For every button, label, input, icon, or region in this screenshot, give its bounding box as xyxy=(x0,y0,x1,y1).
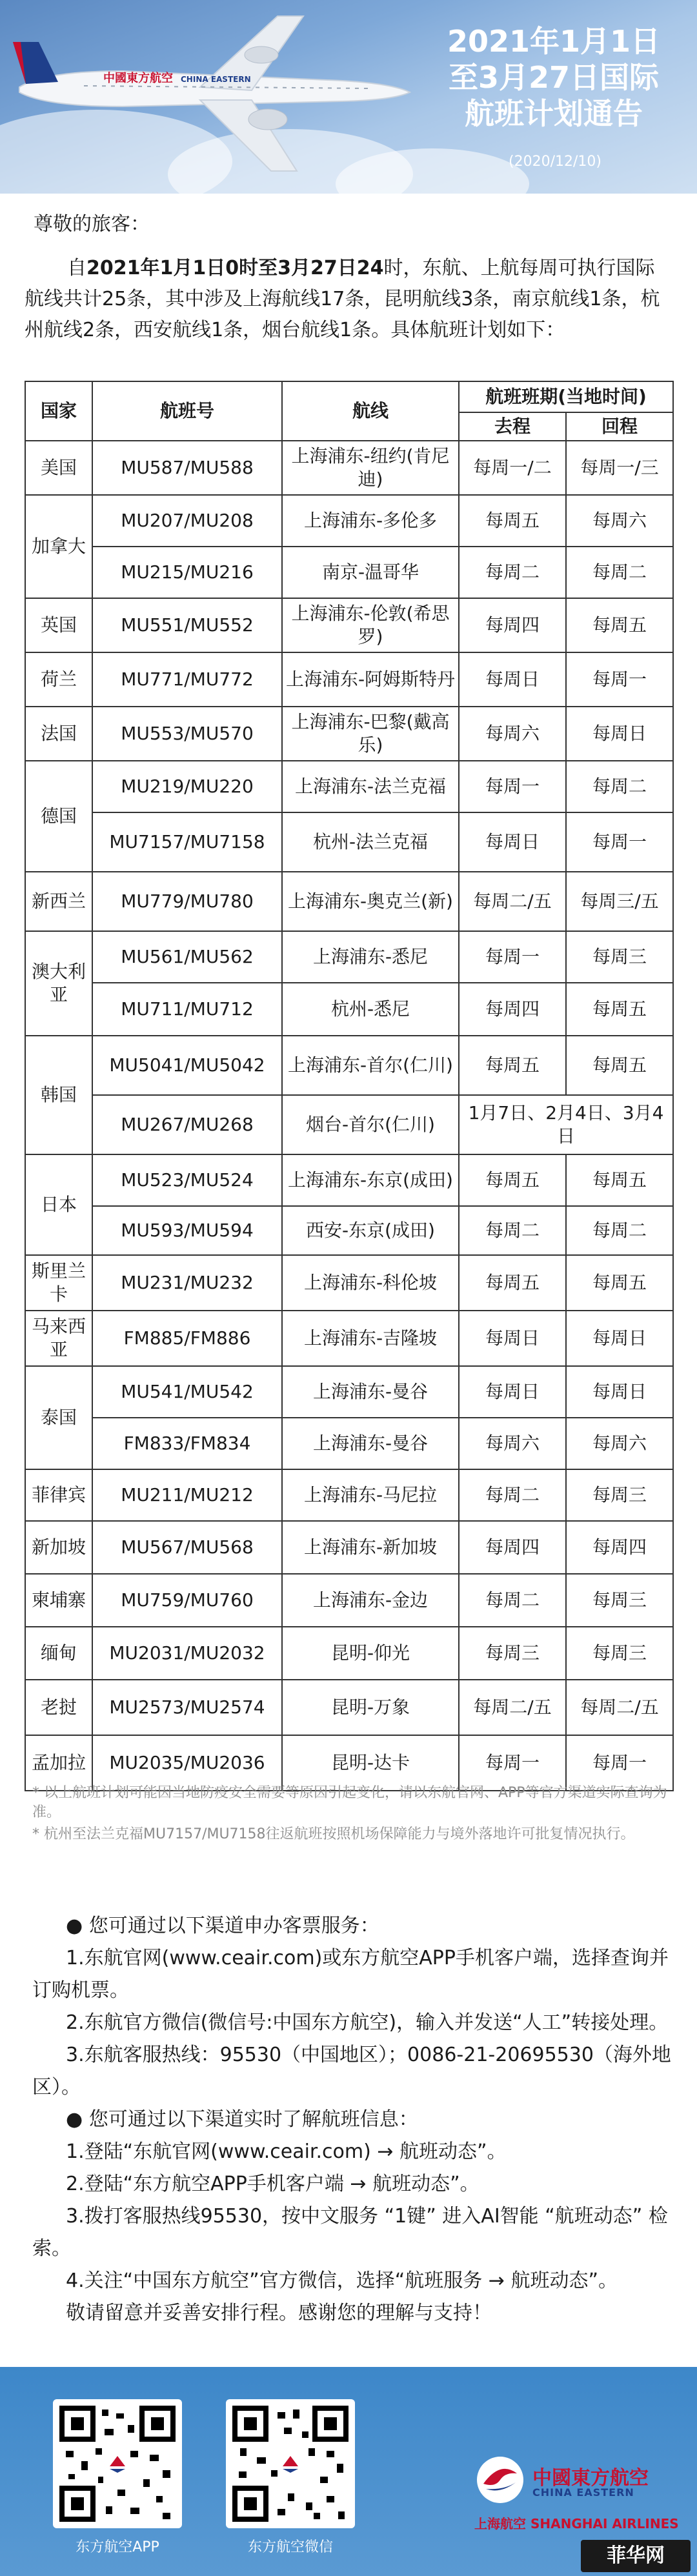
table-row xyxy=(25,1469,673,1521)
return-cell: 每周二 xyxy=(566,761,673,812)
route-cell: 上海浦东-吉隆坡 xyxy=(282,1311,459,1366)
country-cell: 老挝 xyxy=(25,1680,92,1735)
route-cell: 上海浦东-悉尼 xyxy=(282,931,459,983)
route-cell: 昆明-万象 xyxy=(282,1680,459,1735)
outbound-cell: 每周日 xyxy=(459,1311,566,1366)
outbound-cell: 每周五 xyxy=(459,1255,566,1311)
footnote-1: * 以上航班计划可能因当地防疫安全需要等原因引起变化，请以东航官网、APP等官方渠道实际查询为准。 xyxy=(32,1785,667,1820)
country-cell: 澳大利亚 xyxy=(25,931,92,1036)
route-cell: 上海浦东-法兰克福 xyxy=(282,761,459,812)
return-cell: 每周日 xyxy=(566,1366,673,1418)
booking-item-1: 1.东航官网(www.ceair.com)或东方航空APP手机客户端，选择查询并订购机票。 xyxy=(32,1947,669,2002)
return-cell: 每周三 xyxy=(566,931,673,983)
return-cell: 每周五 xyxy=(566,1154,673,1206)
route-cell: 杭州-法兰克福 xyxy=(282,812,459,872)
route-cell: 上海浦东-曼谷 xyxy=(282,1366,459,1418)
route-cell: 上海浦东-科伦坡 xyxy=(282,1255,459,1311)
plane-logo-en: CHINA EASTERN xyxy=(181,75,251,84)
route-cell: 杭州-悉尼 xyxy=(282,983,459,1036)
footnotes xyxy=(32,1784,671,1847)
route-cell: 上海浦东-东京(成田) xyxy=(282,1154,459,1206)
return-cell: 每周四 xyxy=(566,1521,673,1574)
country-cell: 日本 xyxy=(25,1154,92,1255)
table-row xyxy=(25,1095,673,1154)
flight-schedule-table xyxy=(25,381,674,1791)
greeting: 尊敬的旅客： xyxy=(34,213,150,236)
table-row xyxy=(25,1311,673,1366)
outbound-cell: 每周日 xyxy=(459,652,566,707)
flightinfo-item-2: 2.登陆“东方航空APP手机客户端 → 航班动态”。 xyxy=(66,2173,480,2195)
route-cell: 昆明-仰光 xyxy=(282,1627,459,1680)
airplane-image xyxy=(6,10,419,177)
table-row xyxy=(25,1574,673,1627)
outbound-cell: 每周四 xyxy=(459,1521,566,1574)
outbound-cell: 每周一 xyxy=(459,931,566,983)
header-route: 航线 xyxy=(282,381,459,441)
outbound-cell: 每周日 xyxy=(459,812,566,872)
logo-chinese: 中國東方航空 xyxy=(532,2467,649,2490)
table-row xyxy=(25,1521,673,1574)
flight-cell: MU541/MU542 xyxy=(92,1366,282,1418)
country-cell: 缅甸 xyxy=(25,1627,92,1680)
table-row xyxy=(25,1206,673,1255)
outbound-cell: 每周二 xyxy=(459,1469,566,1521)
footnote-2: * 杭州至法兰克福MU7157/MU7158往返航班按照机场保障能力与境外落地许可批复情况执行。 xyxy=(32,1826,635,1842)
table-row xyxy=(25,1627,673,1680)
country-cell: 英国 xyxy=(25,598,92,652)
flight-cell: MU759/MU760 xyxy=(92,1574,282,1627)
country-cell: 加拿大 xyxy=(25,495,92,598)
outbound-cell: 每周二/五 xyxy=(459,872,566,931)
outbound-cell: 每周二 xyxy=(459,547,566,598)
wechat-qr-code xyxy=(226,2399,355,2528)
app-qr-label: 东方航空APP xyxy=(76,2539,159,2555)
logo-english: CHINA EASTERN xyxy=(532,2486,634,2499)
header-country: 国家 xyxy=(25,381,92,441)
return-cell: 每周二/五 xyxy=(566,1680,673,1735)
outbound-cell: 每周五 xyxy=(459,1036,566,1095)
flight-cell: MU231/MU232 xyxy=(92,1255,282,1311)
logo-sub: 上海航空 SHANGHAI AIRLINES xyxy=(474,2516,679,2531)
outbound-cell: 每周二 xyxy=(459,1206,566,1255)
flight-cell: MU211/MU212 xyxy=(92,1469,282,1521)
country-cell: 新西兰 xyxy=(25,872,92,931)
outbound-cell: 每周一 xyxy=(459,1735,566,1791)
return-cell: 每周三/五 xyxy=(566,872,673,931)
flight-cell: MU711/MU712 xyxy=(92,983,282,1036)
plane-logo-text: 中國東方航空 xyxy=(103,72,173,85)
flightinfo-item-1: 1.登陆“东航官网(www.ceair.com) → 航班动态”。 xyxy=(66,2140,507,2163)
header-outbound: 去程 xyxy=(459,412,566,441)
service-channels xyxy=(32,1910,678,2329)
table-row xyxy=(25,1735,673,1791)
table-row xyxy=(25,872,673,931)
flight-cell: MU215/MU216 xyxy=(92,547,282,598)
intro-paragraph xyxy=(25,253,672,346)
schedule-cell: 1月7日、2月4日、3月4日 xyxy=(459,1095,673,1154)
return-cell: 每周日 xyxy=(566,1311,673,1366)
route-cell: 烟台-首尔(仁川) xyxy=(282,1095,459,1154)
wechat-qr-label: 东方航空微信 xyxy=(247,2539,333,2555)
country-cell: 韩国 xyxy=(25,1036,92,1154)
table-row xyxy=(25,761,673,812)
flight-cell: MU2031/MU2032 xyxy=(92,1627,282,1680)
flight-cell: MU5041/MU5042 xyxy=(92,1036,282,1095)
route-cell: 上海浦东-金边 xyxy=(282,1574,459,1627)
return-cell: 每周二 xyxy=(566,1206,673,1255)
return-cell: 每周一 xyxy=(566,1735,673,1791)
table-row xyxy=(25,1680,673,1735)
flight-cell: MU587/MU588 xyxy=(92,441,282,495)
route-cell: 上海浦东-纽约(肯尼迪) xyxy=(282,441,459,495)
title-line-1: 2021年1月1日 xyxy=(447,24,661,59)
country-cell: 德国 xyxy=(25,761,92,872)
watermark: 菲华网 xyxy=(581,2540,691,2572)
route-cell: 西安-东京(成田) xyxy=(282,1206,459,1255)
flight-cell: MU551/MU552 xyxy=(92,598,282,652)
brand-logo xyxy=(474,2454,687,2531)
table-row xyxy=(25,983,673,1036)
route-cell: 上海浦东-多伦多 xyxy=(282,495,459,547)
table-row xyxy=(25,1366,673,1418)
table-row xyxy=(25,931,673,983)
intro-bold: 2021年1月1日0时至3月27日24 xyxy=(86,257,384,279)
flight-cell: MU553/MU570 xyxy=(92,707,282,761)
flight-cell: MU567/MU568 xyxy=(92,1521,282,1574)
flight-cell: MU523/MU524 xyxy=(92,1154,282,1206)
flight-cell: MU561/MU562 xyxy=(92,931,282,983)
title-line-2: 至3月27日国际 xyxy=(448,60,660,95)
route-cell: 上海浦东-巴黎(戴高乐) xyxy=(282,707,459,761)
flight-cell: MU771/MU772 xyxy=(92,652,282,707)
outbound-cell: 每周日 xyxy=(459,1366,566,1418)
outbound-cell: 每周一 xyxy=(459,761,566,812)
route-cell: 昆明-达卡 xyxy=(282,1735,459,1791)
header-banner xyxy=(0,0,697,194)
flight-cell: MU7157/MU7158 xyxy=(92,812,282,872)
flight-cell: FM833/FM834 xyxy=(92,1418,282,1469)
table-row xyxy=(25,495,673,547)
header-schedule: 航班班期(当地时间) xyxy=(459,381,673,412)
flight-cell: MU779/MU780 xyxy=(92,872,282,931)
header-flight: 航班号 xyxy=(92,381,282,441)
table-row xyxy=(25,707,673,761)
outbound-cell: 每周二 xyxy=(459,1574,566,1627)
country-cell: 菲律宾 xyxy=(25,1469,92,1521)
footer-banner xyxy=(0,2367,697,2576)
return-cell: 每周三 xyxy=(566,1574,673,1627)
country-cell: 新加坡 xyxy=(25,1521,92,1574)
return-cell: 每周六 xyxy=(566,495,673,547)
table-row xyxy=(25,652,673,707)
header-return: 回程 xyxy=(566,412,673,441)
flight-cell: MU593/MU594 xyxy=(92,1206,282,1255)
table-row xyxy=(25,1418,673,1469)
return-cell: 每周一 xyxy=(566,652,673,707)
route-cell: 上海浦东-奥克兰(新) xyxy=(282,872,459,931)
table-row xyxy=(25,1154,673,1206)
outbound-cell: 每周六 xyxy=(459,1418,566,1469)
table-row xyxy=(25,441,673,495)
return-cell: 每周三 xyxy=(566,1469,673,1521)
country-cell: 孟加拉 xyxy=(25,1735,92,1791)
table-row xyxy=(25,1036,673,1095)
outbound-cell: 每周三 xyxy=(459,1627,566,1680)
country-cell: 荷兰 xyxy=(25,652,92,707)
route-cell: 上海浦东-曼谷 xyxy=(282,1418,459,1469)
flightinfo-item-3: 3.拨打客服热线95530，按中文服务 “1键” 进入AI智能 “航班动态” 检索。 xyxy=(32,2205,668,2260)
swallow-logo-icon xyxy=(474,2454,526,2506)
return-cell: 每周一 xyxy=(566,812,673,872)
outbound-cell: 每周一/二 xyxy=(459,441,566,495)
table-row xyxy=(25,1255,673,1311)
outbound-cell: 每周五 xyxy=(459,495,566,547)
return-cell: 每周一/三 xyxy=(566,441,673,495)
route-cell: 上海浦东-伦敦(希思罗) xyxy=(282,598,459,652)
flight-cell: MU2573/MU2574 xyxy=(92,1680,282,1735)
booking-item-3: 3.东航客服热线：95530（中国地区）；0086-21-20695530（海外地区）。 xyxy=(32,2044,671,2098)
flight-cell: MU267/MU268 xyxy=(92,1095,282,1154)
route-cell: 南京-温哥华 xyxy=(282,547,459,598)
booking-item-2: 2.东航官方微信(微信号:中国东方航空)，输入并发送“人工”转接处理。 xyxy=(66,2011,669,2034)
outbound-cell: 每周五 xyxy=(459,1154,566,1206)
route-cell: 上海浦东-阿姆斯特丹 xyxy=(282,652,459,707)
outbound-cell: 每周六 xyxy=(459,707,566,761)
flight-cell: MU219/MU220 xyxy=(92,761,282,812)
country-cell: 斯里兰卡 xyxy=(25,1255,92,1311)
return-cell: 每周六 xyxy=(566,1418,673,1469)
return-cell: 每周日 xyxy=(566,707,673,761)
title-line-3: 航班计划通告 xyxy=(465,96,643,131)
app-qr-code xyxy=(53,2399,182,2528)
outbound-cell: 每周二/五 xyxy=(459,1680,566,1735)
route-cell: 上海浦东-马尼拉 xyxy=(282,1469,459,1521)
country-cell: 马来西亚 xyxy=(25,1311,92,1366)
booking-heading: ● 您可通过以下渠道申办客票服务： xyxy=(66,1915,379,1937)
page-title xyxy=(431,23,676,132)
return-cell: 每周三 xyxy=(566,1627,673,1680)
flight-cell: MU2035/MU2036 xyxy=(92,1735,282,1791)
closing-remark: 敬请留意并妥善安排行程。感谢您的理解与支持！ xyxy=(66,2302,492,2324)
country-cell: 泰国 xyxy=(25,1366,92,1469)
table-row xyxy=(25,547,673,598)
return-cell: 每周五 xyxy=(566,1036,673,1095)
country-cell: 法国 xyxy=(25,707,92,761)
intro-part-1: 自 xyxy=(67,257,86,279)
country-cell: 美国 xyxy=(25,441,92,495)
table-row xyxy=(25,598,673,652)
return-cell: 每周五 xyxy=(566,983,673,1036)
flight-cell: MU207/MU208 xyxy=(92,495,282,547)
return-cell: 每周二 xyxy=(566,547,673,598)
notice-date: (2020/12/10) xyxy=(509,154,601,170)
country-cell: 柬埔寨 xyxy=(25,1574,92,1627)
table-row xyxy=(25,812,673,872)
return-cell: 每周五 xyxy=(566,1255,673,1311)
intro-part-2: 时，东航、上航每周可执行国际航线共计25条，其中涉及上海航线17条，昆明航线3条，南京航线1条，杭州航线2条，西安航线1条，烟台航线1条。具体航班计划如下： xyxy=(25,257,660,341)
flight-cell: FM885/FM886 xyxy=(92,1311,282,1366)
route-cell: 上海浦东-新加坡 xyxy=(282,1521,459,1574)
return-cell: 每周五 xyxy=(566,598,673,652)
outbound-cell: 每周四 xyxy=(459,983,566,1036)
outbound-cell: 每周四 xyxy=(459,598,566,652)
flightinfo-item-4: 4.关注“中国东方航空”官方微信，选择“航班服务 → 航班动态”。 xyxy=(66,2269,618,2292)
route-cell: 上海浦东-首尔(仁川) xyxy=(282,1036,459,1095)
flightinfo-heading: ● 您可通过以下渠道实时了解航班信息： xyxy=(66,2108,418,2131)
